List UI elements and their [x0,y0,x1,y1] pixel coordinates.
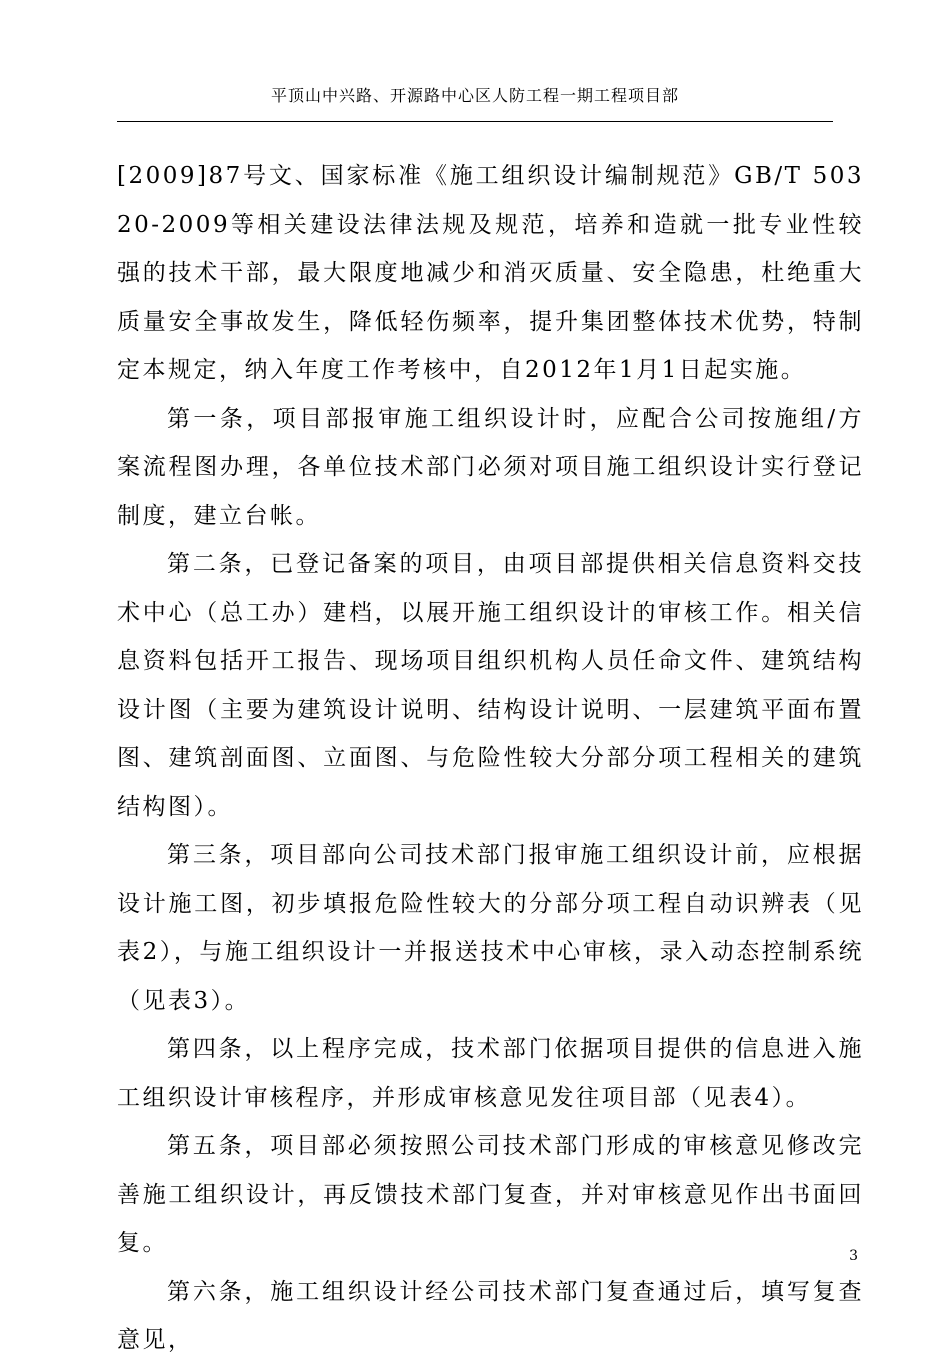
paragraph-article-6: 第六条，施工组织设计经公司技术部门复查通过后，填写复查意见， [117,1278,864,1353]
paragraph-article-3: 第三条，项目部向公司技术部门报审施工组织设计前，应根据设计施工图，初步填报危险性较大的分部分项工程自动识辨表（见表2），与施工组织设计一并报送技术中心审核，录入动态控制系统（见表3）。 [117,842,864,1014]
page-number: 3 [849,1248,858,1264]
header-rule [117,121,833,122]
paragraph-article-1: 第一条，项目部报审施工组织设计时，应配合公司按施组/方案流程图办理，各单位技术部门必须对项目施工组织设计实行登记制度，建立台帐。 [117,405,864,529]
running-header: 平顶山中兴路、开源路中心区人防工程一期工程项目部 [270,86,679,105]
paragraph-article-2: 第二条，已登记备案的项目，由项目部提供相关信息资料交技术中心（总工办）建档，以展开施工组织设计的审核工作。相关信息资料包括开工报告、现场项目组织机构人员任命文件、建筑结构设计图（主要为建筑设计说明、结构设计说明、一层建筑平面布置图、建筑剖面图、立面图、与危险性较大分部分项工程相关的建筑结构图）。 [117,551,864,820]
document-body [117,152,864,1365]
paragraph-continuation: [2009]87号文、国家标准《施工组织设计编制规范》GB/T 50320-2009等相关建设法律法规及规范，培养和造就一批专业性较强的技术干部，最大限度地减少和消灭质量、安全隐患，杜绝重大质量安全事故发生，降低轻伤频率，提升集团整体技术优势，特制定本规定，纳入年度工作考核中，自2012年1月1日起实施。 [117,163,864,383]
paragraph-article-5: 第五条，项目部必须按照公司技术部门形成的审核意见修改完善施工组织设计，再反馈技术部门复查，并对审核意见作出书面回复。 [117,1133,864,1256]
paragraph-article-4: 第四条，以上程序完成，技术部门依据项目提供的信息进入施工组织设计审核程序，并形成审核意见发往项目部（见表4）。 [117,1036,864,1111]
